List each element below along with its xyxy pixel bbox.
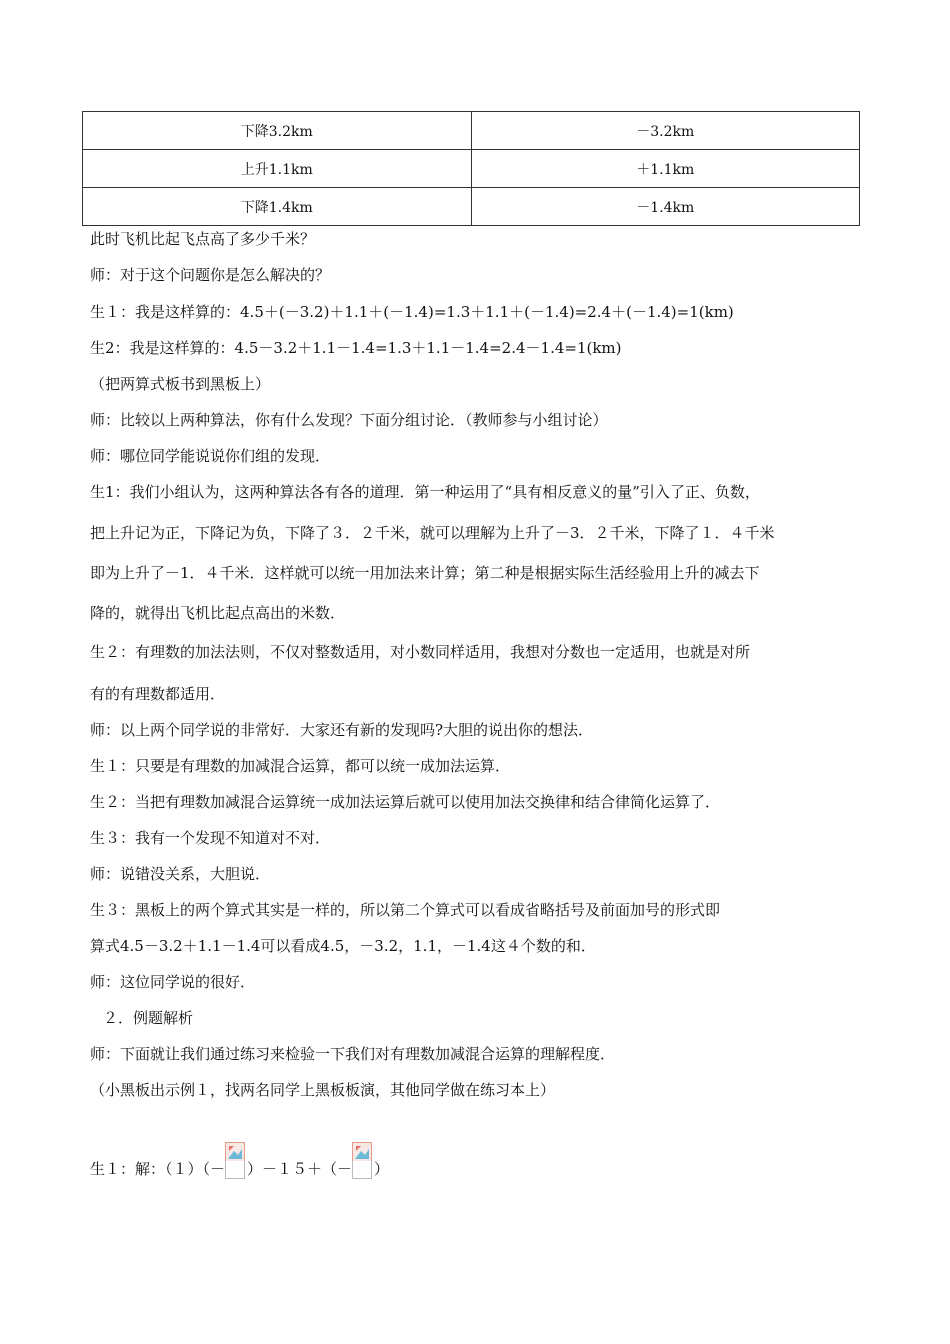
altitude-change-table: [82, 111, 860, 226]
fraction-image-icon: [352, 1142, 374, 1178]
table-row: [83, 150, 860, 188]
body-text-line: 师：对于这个问题你是怎么解决的？: [90, 266, 331, 284]
table-row: [83, 112, 860, 150]
body-text-line: 师：这位同学说的很好．: [90, 973, 256, 991]
body-text-line: 师：比较以上两种算法，你有什么发现？下面分组讨论．（教师参与小组讨论）: [90, 411, 608, 429]
body-text-line: 有的有理数都适用．: [90, 685, 226, 703]
table-cell-value: －3.2km: [471, 112, 860, 150]
body-text-line: 师：以上两个同学说的非常好．大家还有新的发现吗?大胆的说出你的想法．: [90, 721, 594, 739]
body-text-line: 把上升记为正，下降记为负，下降了３．２千米，就可以理解为上升了－3．２千米，下降了１．４千米: [90, 524, 775, 542]
body-text-line: 生１：我是这样算的：4.5＋(－3.2)＋1.1＋(－1.4)=1.3＋1.1＋(－1.4)=2.4＋(－1.4)=1(km): [90, 303, 734, 321]
table-cell-description: 上升1.1km: [83, 150, 472, 188]
table-row: [83, 188, 860, 226]
solution-text-end: ）: [374, 1160, 390, 1178]
body-text-line: 生３：我有一个发现不知道对不对．: [90, 829, 331, 847]
body-text-line: 生１：只要是有理数的加减混合运算，都可以统一成加法运算．: [90, 757, 511, 775]
body-text-line: 算式4.5－3.2＋1.1－1.4可以看成4.5，－3.2，1.1，－1.4这４个数的和．: [90, 937, 596, 955]
solution-text-middle: ）－１５＋（－: [247, 1160, 353, 1178]
body-text-line: 生1：我们小组认为，这两种算法各有各的道理．第一种运用了“具有相反意义的量”引入了正、负数，: [90, 483, 760, 501]
solution-text-start: 生１：解：（１）（－: [90, 1160, 226, 1178]
solution-line: [90, 1142, 389, 1179]
body-text-line: 师：说错没关系，大胆说．: [90, 865, 271, 883]
table-cell-description: 下降1.4km: [83, 188, 472, 226]
body-text-line: 即为上升了－1．４千米．这样就可以统一用加法来计算；第二种是根据实际生活经验用上升的减去下: [90, 564, 760, 582]
table-cell-value: ＋1.1km: [471, 150, 860, 188]
table-cell-description: 下降3.2km: [83, 112, 472, 150]
body-text-line: 生2：我是这样算的：4.5－3.2＋1.1－1.4=1.3＋1.1－1.4=2.4－1.4=1(km): [90, 339, 622, 357]
body-text-line: 师：哪位同学能说说你们组的发现．: [90, 447, 331, 465]
image-placeholder-icon: [225, 1142, 245, 1162]
table-cell-value: －1.4km: [471, 188, 860, 226]
fraction-image-icon: [225, 1142, 247, 1178]
image-placeholder-icon: [352, 1142, 372, 1162]
body-text-line: 生２：有理数的加法法则，不仅对整数适用，对小数同样适用，我想对分数也一定适用，也就是对所: [90, 643, 751, 661]
body-text-line: 此时飞机比起飞点高了多少千米？: [90, 230, 316, 248]
body-text-line: 生３：黑板上的两个算式其实是一样的，所以第二个算式可以看成省略括号及前面加号的形式即: [90, 901, 721, 919]
body-text-line: 生２：当把有理数加减混合运算统一成加法运算后就可以使用加法交换律和结合律简化运算了．: [90, 793, 721, 811]
body-text-line: （把两算式板书到黑板上）: [90, 375, 271, 393]
section-heading: ２．例题解析: [103, 1009, 194, 1027]
body-text-line: 降的，就得出飞机比起点高出的米数．: [90, 604, 346, 622]
body-text-line: （小黑板出示例１，找两名同学上黑板板演，其他同学做在练习本上）: [90, 1081, 556, 1099]
body-text-line: 师：下面就让我们通过练习来检验一下我们对有理数加减混合运算的理解程度．: [90, 1045, 616, 1063]
